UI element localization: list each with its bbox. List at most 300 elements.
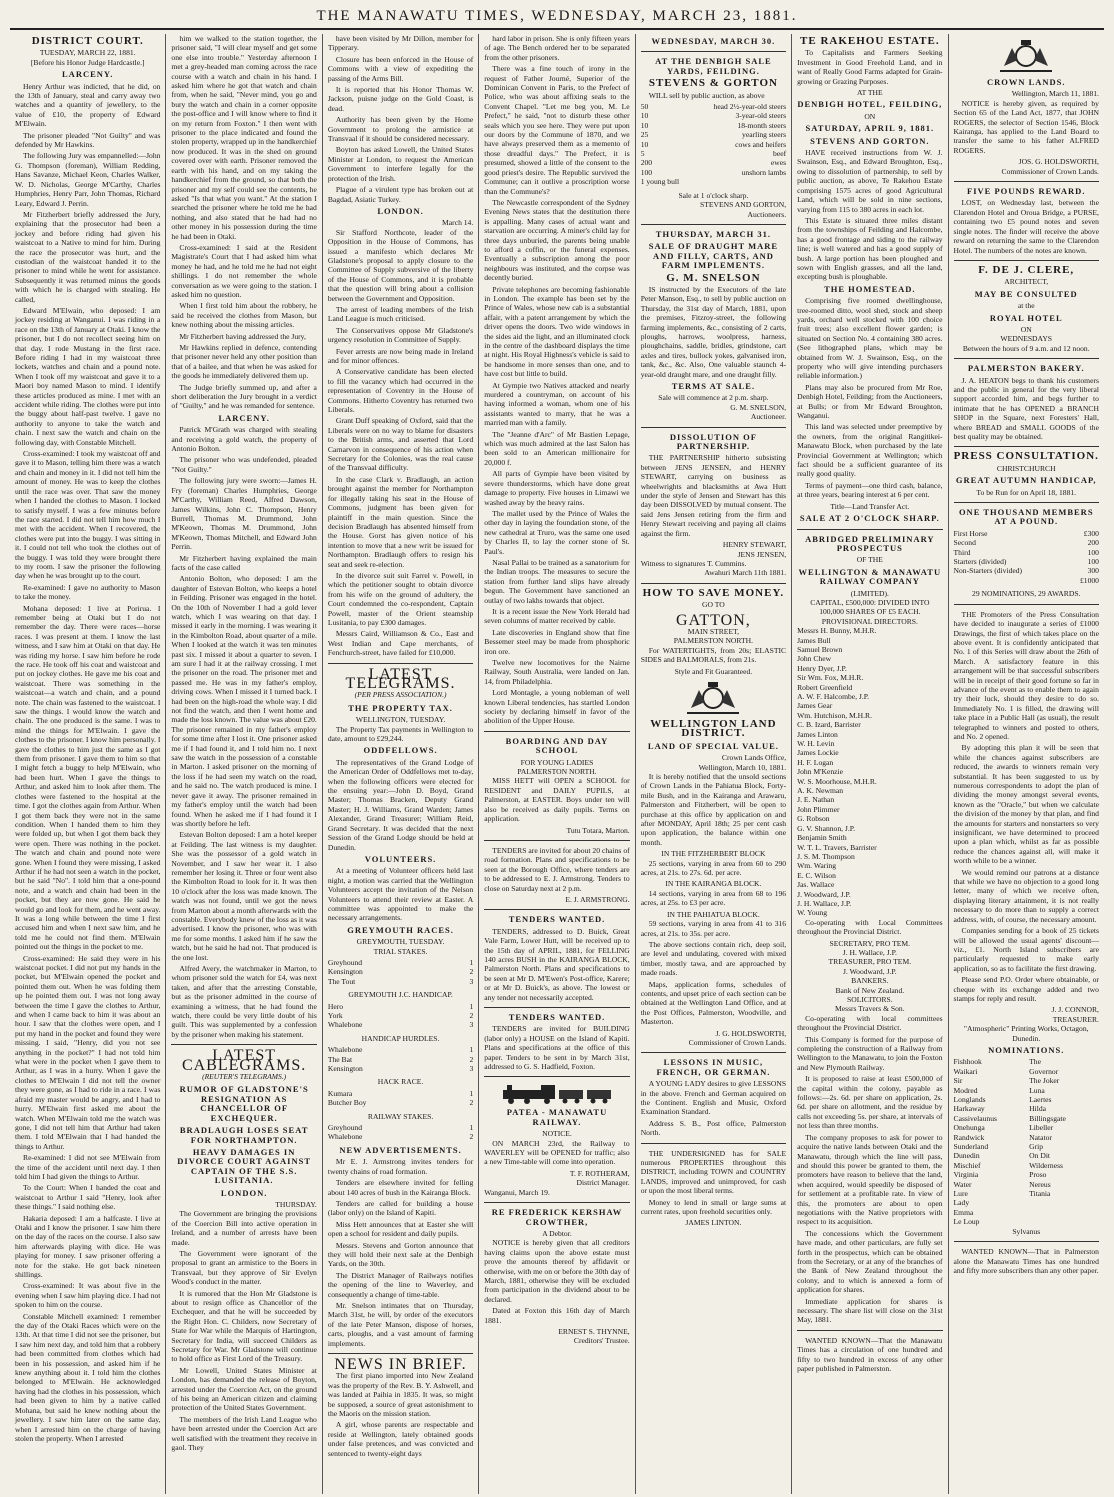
race-row: Whalebone 1 xyxy=(327,1045,474,1055)
sale-time: Sale will commence at 2 p.m. sharp. xyxy=(658,393,769,403)
lessons-heading: LESSONS IN MUSIC, FRENCH, OR GERMAN. xyxy=(656,1057,771,1077)
paragraph: Estevan Bolton deposed: I am a hotel keeper at Feilding. The last witness is my daughter. She was the possessor of a gold watch in November, and I saw her wear it. I also remember her losing it. Three or four went also the Kimbolton Road to look for it. It was then 10 o'clock after the loss was made known. The watch was not found, until we got the news from Marton about a month afterwards with the constable. Everybody knew of the loss as it was advertised. I know the prisoner, who was with me for some months. I asked him if he saw the watch, but he said he had not. That produced is the one lost. xyxy=(171,830,317,962)
race-name: TRIAL STAKES. xyxy=(373,946,428,956)
company-name: WELLINGTON & MANAWATU RAILWAY COMPANY xyxy=(798,566,942,587)
race-results xyxy=(328,1045,473,1073)
paragraph: Mr Fitzherbert having explained the main facts of the case called xyxy=(171,553,317,572)
directors-list xyxy=(797,626,942,918)
paragraph: Co-operating with local committees throughout the Provincial District. xyxy=(797,1013,943,1033)
hours: Between the hours of 9 a.m. and 12 noon. xyxy=(962,343,1090,353)
list-item: J. E. Nathan xyxy=(797,795,835,805)
paragraph: TENDERS, addressed to D. Buick, Great Vale Farm, Lower Hutt, will be received up to the 15th day of APRIL, 1881, for FELLING 140 acres BUSH in the KAIRANGA BLOCK, Palmerston North. Plans and specifications to be seen at Mr D. M'Ewen's Post-office, Karere; or at Mr D. Buick's, as above. The lowest or any tender not necessarily accepted. xyxy=(484,926,630,1002)
column-1 xyxy=(10,34,166,1494)
paragraph: Sir Stafford Northcote, leader of the Opposition in the House of Commons, has issued a manifesto which declares Mr Gladstone's proposal to apply closure to the Committee of Supply subversive of the liberty of the House of Commons, and it is probable that the question will bring about a collision between the Government and Opposition. xyxy=(327,227,474,303)
place: PALMERSTON NORTH. xyxy=(673,636,754,646)
address: "Atmospheric" Printing Works, Octagon, Dunedin. xyxy=(963,1024,1089,1043)
list-item: G. Robson xyxy=(797,814,830,824)
solicitors-name: Messrs Travers & Son. xyxy=(835,1004,905,1014)
list-item: Titania xyxy=(1029,1189,1051,1199)
list-item: Libeller xyxy=(1029,1123,1054,1133)
divider xyxy=(641,51,786,52)
divider xyxy=(484,731,629,732)
dateline: Awahuri March 11th 1881. xyxy=(704,568,787,578)
property-tax-heading: THE PROPERTY TAX. xyxy=(348,702,453,713)
list-item: Mischief xyxy=(953,1160,981,1170)
list-item: Hilda xyxy=(1029,1104,1047,1114)
tenders-wanted-heading: TENDERS WANTED. xyxy=(508,914,606,925)
paragraph: It is a recent issue the New York Herald had seven columns of matter received by cable. xyxy=(484,606,630,626)
at-label: AT THE xyxy=(856,88,883,98)
paragraph: The following jury were sworn:—James H. Fry (foreman) Charles Humphries, George M'Carthy, William Reed, Alfred Dawson, James Wilkins, John C. Thompson, Henry Burrell, Thomas M. Drummond, John M'Keown, Thomas M. Drummond, John M'Keown, Thomas Mitchell, and Edward John Perrin. xyxy=(171,476,317,552)
boarding-school-heading: BOARDING AND DAY SCHOOL xyxy=(505,735,609,756)
list-item: Randwick xyxy=(953,1132,985,1142)
race-row: Butcher Boy 2 xyxy=(327,1098,474,1108)
paragraph: This Company is formed for the purpose of completing the construction of a Railway from Wellington to the Manawatu, to join the Foxton and New Plymouth Railway. xyxy=(797,1034,943,1072)
paragraph: When I first told him about the robbery, he said he received the clothes from Mason, but knew nothing about the missing articles. xyxy=(171,301,317,330)
list-item: Fishhook xyxy=(953,1057,982,1067)
list-item: James Bull xyxy=(797,635,831,645)
list-item: Virginia Water xyxy=(953,1170,979,1189)
column-3 xyxy=(323,34,479,1494)
signature: STEVENS AND GORTON, xyxy=(700,200,787,210)
architect-label: ARCHITECT, xyxy=(1004,277,1049,287)
paragraph: IS instructed by the Executors of the late Peter Manson, Esq., to sell by public auction on Thursday, the 31st day of March, 1881, upon the premises, Fitzroy-street, the following farming implements, &c., consisting of 2 carts, ploughs, harrows, woolpress, harness, ploughchains, saddle, bridles, grindstone, cart axles and tires, bullock yokes, galvanised iron, tank, &c., &c. Also, One valuable staunch 4-year-old draught mare, and one draught filly. xyxy=(640,284,787,379)
list-item: Lady Emma xyxy=(953,1198,974,1217)
list-item: Luna xyxy=(1029,1085,1045,1095)
re-crowther-heading: RE FREDERICK KERSHAW CROWTHER, xyxy=(491,1207,623,1227)
paragraph: Late discoveries in England show that fine Bessemer steel may be made from phosphoric iron ore. xyxy=(484,627,630,656)
dateline: GREYMOUTH, TUESDAY. xyxy=(356,937,445,947)
paragraph: Authority has been given by the Home Government to prolong the armistice at Transvaal if it should be considered necessary. xyxy=(327,115,474,144)
list-item: Wm. Hutchison, M.H.R. xyxy=(797,710,872,720)
list-item: John Plimmer xyxy=(797,804,840,814)
paragraph: Dated at Foxton this 16th day of March 1881. xyxy=(484,1306,630,1325)
signature: G. M. SNELSON, xyxy=(730,402,787,412)
paragraph: The arrest of leading members of the Irish Land League is much criticised. xyxy=(327,304,474,324)
cable-headline: RUMOR OF GLADSTONE'S RESIGNATION AS CHANCELLOR OF EXCHEQUER. xyxy=(179,1084,309,1123)
paragraph: At a meeting of Volunteer officers held last night, a motion was carried that the Wellington Volunteers accept the invitation of the Nelson Volunteers to attend their review at Easter. A committee was appointed to make the necessary arrangements. xyxy=(327,866,474,923)
paragraph: Edward M'Elwain, who deposed: I am jockey residing at Wanganui. I was riding in a race on the 13th of January at Otaki. I know the prisoner, but I do not recollect seeing him on that day. I rode Mustang in the first race. Before riding I had in my waistcoat three lockets, watches and chain and a pound note. When I took off my waistcoat and gave it to a Maori boy named Mason to mind. I identify these articles produced as mine. I met with an accident while riding. The clothes were put into the buggy about half-past twelve. I gave no authority to anyone to take the watch and chain. I next saw the watch and chain on the following day, with Constable Mitchell. xyxy=(15,305,161,447)
paragraph: hard labor in prison. She is only fifteen years of age. The Bench ordered her to be separated from the other prisoners. xyxy=(484,34,630,62)
day-label: WEDNESDAYS xyxy=(1000,334,1053,344)
list-item: Sir Wm. Fox, M.H.R. xyxy=(797,673,864,683)
paragraph: Antonio Bolton, who deposed: I am the daughter of Estevan Bolton, who keeps a hotel in Feilding. Prisoner was engaged in the hotel. On the 10th of November I had a gold lever watch, which I was wearing on that day. I missed it early in the morning. I was wearing it in the Kimbolton Road, about quarter of a mile. When I looked at the watch it was ten minutes past six. I missed it about a quarter to seven. I am sure I had it at the railway crossing. I met the prisoner on the road. The prisoner met and passed me. He was in my father's employ, driving cows. When I missed it I turned back. I had been on the high-road the whole way. I did not find the watch, and then I went home and made the loss known. The value was about £20. The prisoner remained in my father's employ for some time after I lost it. One prisoner asked me if I had found it, and I told him no. I next saw the watch in the possession of a constable in Marton. I asked prisoner on the morning of the loss if he had seen my watch on the road, and he said no. The watch produced is mine. I never gave it away. The prisoner remained in my father's employ until the watch had been found. When he asked me if I had found it I was shortly before he left. xyxy=(171,574,317,828)
paragraph: 25 sections, varying in area from 60 to 290 acres, at 21s. to 27s. 6d. per acre. xyxy=(640,858,787,878)
sale-title: AT THE DENBIGH SALE YARDS, FEILDING. xyxy=(655,56,772,76)
divider xyxy=(641,1143,786,1144)
paragraph: LOST, on Wednesday last, between the Clarendon Hotel and Oroua Bridge, a PURSE, containing two £5 pound notes and seven single notes. The finder will receive the above reward on returning the same to the Clarendon Hotel. The numbers of the notes are known. xyxy=(953,198,1099,255)
treasurer-heading: TREASURER, PRO TEM. xyxy=(828,957,912,967)
divider xyxy=(954,604,1099,605)
place: CHRISTCHURCH xyxy=(996,463,1056,473)
terms-heading: TERMS AT SALE. xyxy=(671,381,756,391)
list-item: Natator xyxy=(1029,1132,1052,1142)
divider xyxy=(328,663,473,664)
divider xyxy=(484,909,629,910)
paragraph: Re-examined: I gave no authority to Mason to take the money. xyxy=(15,582,161,602)
stock-list xyxy=(641,102,786,187)
divider xyxy=(954,502,1099,503)
list-item: Billingsgate xyxy=(1029,1113,1066,1123)
paragraph: The Government are bringing the provisions of the Coercion Bill into active operation in Ireland, and a number of arrests have been made. xyxy=(171,1209,317,1247)
divider xyxy=(328,1353,473,1354)
dissolution-heading: DISSOLUTION OF PARTNERSHIP. xyxy=(669,431,757,452)
divider xyxy=(484,1076,629,1077)
paragraph: Nasal Pallai to be trained as a sanatorium for the Indian troops. The measures to secure the station from further land slips have already begun. The Government have sanctioned an outlay of two lakhs towards that object. xyxy=(484,557,630,605)
paragraph: For WATERTIGHTS, from 20s; ELASTIC SIDES and BALMORALS, from 21s. xyxy=(640,645,787,665)
masthead: THE MANAWATU TIMES, WEDNESDAY, MARCH 23, 1881. xyxy=(10,8,1104,30)
race-results xyxy=(328,1123,473,1142)
list-item: The Governor xyxy=(1029,1057,1059,1076)
list-item: H. F. Logan xyxy=(797,757,834,767)
race-row: Greyhound 1 xyxy=(327,957,474,967)
paragraph: The prisoner pleaded "Not Guilty" and was defended by Mr Hawkins. xyxy=(15,130,161,150)
paragraph: TENDERS are invited for about 20 chains of road formation. Plans and specifications to be seen at the Borough Office, where tenders are to be addressed to E. J. Armstrong. Tenders to close on Saturday next at 2 p.m. xyxy=(484,845,630,893)
prize-total: £1000 xyxy=(1079,575,1099,585)
court-date: TUESDAY, MARCH 22, 1881. xyxy=(39,48,136,58)
paragraph: It is rumored that the Hon Mr Gladstone is about to resign office as Chancellor of the Exchequer, and that he will be succeeded by the Right Hon. C. Childers, now Secretary of State for War while the Marquis of Hartington, Secretary for India, will succeed Childers as Secretary for War. Mr Gladstone will continue to hold office as First Lord of the Treasury. xyxy=(171,1288,317,1364)
te-rakehou-heading: TE RAKEHOU ESTATE. xyxy=(800,35,940,47)
paragraph: Twelve new locomotives for the Nairne Railway, South Australia, were landed on Jan. 14, from Philadelphia. xyxy=(484,658,630,686)
paragraph: WILL sell by public auction, as above xyxy=(648,90,765,100)
divider xyxy=(954,260,1099,261)
paragraph: THE UNDERSIGNED has for SALE numerous PROPERTIES throughout this DISTRICT, including TOWN and COUNTRY LANDS, improved and unimproved, for cash or upon the most liberal terms. xyxy=(640,1148,787,1196)
race-row: Hero 1 xyxy=(327,1001,474,1011)
dateline: Wellington, March 10, 1881. xyxy=(698,762,787,772)
hotel-name: DENBIGH HOTEL, FEILDING, xyxy=(797,99,943,110)
paragraph: The concessions which the Government have made, and other particulars, are fully set forth in the prospectus, which can be obtained from the Secretary, or at any of the branches of the Bank of New Zealand throughout the colony, and to which is annexed a form of application for shares. xyxy=(797,1228,943,1295)
paragraph: Mr Hawkins replied in defence, contending that prisoner never held any other position than that of a bailee, and that when he was asked for the goods he immediately delivered them up. xyxy=(171,343,317,381)
paragraph: 14 sections, varying in area from 68 to 196 acres, at 25s. to £3 per acre. xyxy=(640,888,787,908)
paragraph: The Newcastle correspondent of the Sydney Evening News states that the destitution there is appalling. Many cases of actual want and starvation are occurring. A miner's child lay for three days unburied, the parents being unable to afford a coffin, or the funeral expenses. Eventually a subscription among the poor neighbours was instituted, and the corpse was decently buried. xyxy=(484,197,630,283)
paragraph: Mr Fitzherbert having addressed the Jury, xyxy=(179,331,306,341)
paragraph: Cross-examined: He said they were in his waistcoat pocket. I did not put my hands in the pocket, but M'Elwain opened the pocket and pointed them out. When he was folding them up he pointed them out. I was not long away between the time I gave the clothes to Arthur, and when I came back to him it was about an hour. I saw that the clothes were open, and I put my hand in the pocket and found they were missing. I said, "Henry, did you not see anything in the pocket?" I had not told him what were in the pocket when I gave them to Arthur, as I was in a hurry. When I gave the clothes to M'Elwain I did not tell the owner they were gone, as I had to ride in a race. I was afraid my master would be angry, and I had to hurry. M'Elwain first asked me about the watch. When M'Elwain told me the watch was gone, I did not tell him that Arthur had taken them. I told M'Elwain that I had handed the things to Arthur. xyxy=(15,953,161,1151)
secretary-name: J. H. Wallace, J.P. xyxy=(842,947,897,957)
race-row: Greyhound 1 xyxy=(327,1123,474,1133)
block-heading: IN THE PAHIATUA BLOCK. xyxy=(666,909,760,919)
paragraph: TENDERS are invited for BUILDING (labor only) a HOUSE on the Island of Kapiti. Plans and specifications at the office of this paper. Tenders to be sent in by March 31st, addressed to G. S. Hadfield, Foxton. xyxy=(484,1024,630,1072)
volunteers-heading: VOLUNTEERS. xyxy=(364,853,437,864)
prize-row: Starters (divided) 100 xyxy=(953,557,1099,567)
treasurer-name: J. Woodward, J.P. xyxy=(842,966,897,976)
list-item: Waikari xyxy=(953,1066,978,1076)
dateline: WELLINGTON, TUESDAY. xyxy=(355,715,446,725)
nomination-last: Sylvanus xyxy=(1012,1226,1041,1236)
list-item: 200 ewes xyxy=(640,158,787,168)
race-name: HANDICAP HURDLES. xyxy=(361,1033,440,1043)
list-item: E. C. Wilson xyxy=(797,870,836,880)
list-item: Tenders are called for building a house (labor only) on the Island of Kapiti. xyxy=(327,1198,474,1218)
race-name: RAILWAY STAKES. xyxy=(367,1111,434,1121)
new-advertisements-heading: NEW ADVERTISEMENTS. xyxy=(339,1144,462,1155)
notice-label: NOTICE. xyxy=(542,1129,572,1139)
paragraph: It is proposed to raise at least £500,000 of the capital within the colony, payable as follows:—2s. 6d. per share on application, 2s. 6d. per share on allotment, and the residue by calls not exceeding 5s. per share, at intervals of not less than three months. xyxy=(797,1074,943,1131)
block-heading: IN THE FITZHERBERT BLOCK xyxy=(661,849,766,859)
paragraph: We would remind our patrons at a distance that while we have no objection to a good long letter, many of which we receive often, displaying literary attainment, it is not really necessary to do more than to supply a correct address, with, of course, the necessary amount. xyxy=(953,867,1099,924)
nominations-right xyxy=(1029,1057,1099,1226)
run-date: To be Run for on April 18, 1881. xyxy=(976,487,1077,497)
press-association-subtitle: (PER PRESS ASSOCIATION.) xyxy=(354,690,447,700)
divider xyxy=(641,1052,786,1053)
block-heading: IN THE KAIRANGA BLOCK. xyxy=(665,879,762,889)
divider xyxy=(797,529,942,530)
court-judge: [Before his Honor Judge Hardcastle.] xyxy=(30,57,145,67)
latest-cablegrams-title: LATEST CABLEGRAMS. xyxy=(181,1047,307,1074)
london-heading: LONDON. xyxy=(220,1187,268,1198)
royal-crest-icon xyxy=(996,38,1056,74)
list-item: Messrs H. Bunny, M.H.R. xyxy=(797,626,877,636)
paragraph: The "Jeanne d'Arc" of Mr Bastien Lepage, which was much admired at the last Salon has been sold to an American millionaire for 20,000 f. xyxy=(484,429,630,467)
save-money-heading: HOW TO SAVE MONEY. xyxy=(642,586,785,599)
paragraph: A girl, whose parents are respectable and reside at Wellington, lately obtained goods under false pretences, and was convicted and sentenced to twenty-eight days xyxy=(327,1420,474,1458)
signature: JENS JENSEN, xyxy=(737,549,787,559)
paragraph: It is hereby notified that the unsold sections of Crown Lands in the Pahiatua Block, Forty-mile Bush, and in the Kairanga and Arawaru, Palmerston and Fitzherbert, will be open to purchase at this office by application on and after MONDAY, April 18th; 25 per cent cash upon application, the balance within one month. xyxy=(640,772,787,847)
paragraph: Maps, application forms, schedules of contents, and upset price of each section can be obtained at the Wellington Land Office, and at the Post Offices, Palmerston, Woodville, and Masterton. xyxy=(640,979,787,1027)
paragraph: Immediate application for shares is necessary. The share list will close on the 31st May, 1881. xyxy=(797,1296,943,1325)
prospectus-heading: ABRIDGED PRELIMINARY PROSPECTUS xyxy=(805,533,935,553)
nominations-left xyxy=(954,1057,1024,1226)
paragraph: NOTICE is hereby given, as required by Section 65 of the Land Act, 1877, that JOHN ROGERS, the selector of Section 1546, Block Kairanga, has applied to the Land Board to transfer the same to his father ALFRED ROGERS. xyxy=(953,98,1099,155)
column-4 xyxy=(479,34,635,1494)
paragraph: Alfred Avery, the watchmaker in Marton, to whom prisoner sold the watch for £4, was next taken, and after that the arresting Constable, but as the prisoner admitted in the course of examining a witness, that he had found the watch, there could be very little doubt of his guilt. This was supplemented by a confession by the prisoner when making his statement. xyxy=(171,964,317,1039)
paragraph: Patrick M'Grath was charged with stealing and receiving a gold watch, the property of Antonio Bolton. xyxy=(171,425,317,454)
race-name: HACK RACE. xyxy=(377,1077,424,1087)
divider xyxy=(484,1007,629,1008)
list-item: J. S. M. Thompson xyxy=(797,851,855,861)
list-item: John M'Kenzie xyxy=(797,767,843,777)
race-row: York 2 xyxy=(327,1011,474,1020)
paragraph: The members of the Irish Land League who have been arrested under the Coercion Act are well satisfied with the treatment they receive in gaol. They xyxy=(171,1414,317,1453)
list-item: Sir Modred xyxy=(953,1076,978,1095)
gatton-name: GATTON, xyxy=(676,611,751,629)
auctioneer-name: STEVENS AND GORTON. xyxy=(810,135,930,146)
race-row: The Tout 3 xyxy=(327,976,474,986)
columns xyxy=(10,34,1104,1494)
list-item: Nereus xyxy=(1029,1179,1051,1189)
paragraph: This Estate is situated three miles distant from the townships of Feilding and Halcombe, has a good frontage and siding to the railway line; is well watered and has a good supply of bush. A large portion has been ploughed and sown with English grasses, and all the land, excepting bush is ploughable. xyxy=(797,215,943,282)
paragraph: To Capitalists and Farmers Seeking Investment in Good Freehold Land, and in want of Really Good Farms adapted for Grain-growing or Grazing Purposes. xyxy=(797,48,943,86)
list-item: A. K. Newman xyxy=(797,786,844,796)
auctioneer-name: STEVENS & GORTON xyxy=(648,77,778,90)
members-heading: ONE THOUSAND MEMBERS AT A POUND. xyxy=(958,507,1094,527)
consult-label: MAY BE CONSULTED xyxy=(974,288,1078,299)
paragraph: have been visited by Mr Dillon, member for Tipperary. xyxy=(327,34,474,53)
paragraph: The mallet used by the Prince of Wales the other day in laying the foundation stone, of the new cathedral at Truro, was the same one used by Charles II, to lay the corner stone of St. Paul's. xyxy=(484,508,630,556)
office: Crown Lands Office, xyxy=(721,753,787,763)
race-row: Kensington 2 xyxy=(327,967,474,977)
race-results xyxy=(328,1089,473,1108)
signature: E. J. ARMSTRONG. xyxy=(565,894,630,904)
dateline: Wanganui, March 19. xyxy=(484,1187,550,1197)
larceny-heading: LARCENY. xyxy=(62,69,114,80)
list-item: 10 3-year-old steers xyxy=(640,111,787,121)
list-item: Harkaway xyxy=(953,1104,985,1114)
paragraph: To the Court: When I handed the coat and waistcoat to Arthur I said "Henry, look after these things." I said nothing else. xyxy=(15,1183,161,1212)
signature: Commissioner of Crown Lands. xyxy=(1001,166,1099,176)
paragraph: The Conservatives oppose Mr Gladstone's urgency resolution in Committee of Supply. xyxy=(327,325,474,345)
signature: Commissioner of Crown Lands. xyxy=(688,1037,787,1047)
list-item: Cassivelaunus xyxy=(953,1113,997,1123)
bankers-heading: BANKERS. xyxy=(851,976,889,986)
paragraph: WANTED KNOWN—That in Palmerston alone the Manawatu Times has one hundred and fifty more subscribers than any other paper. xyxy=(953,1247,1099,1275)
press-consultation-heading: PRESS CONSULTATION. xyxy=(953,450,1099,463)
signature: JAMES LINTON. xyxy=(685,1218,742,1228)
prize-row: Third 100 xyxy=(953,547,1099,557)
divider xyxy=(797,1330,942,1331)
list-item: W. Young xyxy=(797,908,828,918)
paragraph: The following Jury was empannelled:—John G. Thompson (foreman), William Redding, Hans Savanze, Michael Keon, Charles Walker, W. D. Nicholas, George M'Carthy, Charles Humphries, Henry Parr, John Thomas, Richard Leary, Edward J. Perrin. xyxy=(15,151,161,208)
divider xyxy=(641,427,786,428)
paragraph: Mr Lowell, United States Minister at London, has demanded the release of Boyton, arrested under the Coercion Act, on the ground of his being an American citizen and claiming protection of the United States Government. xyxy=(171,1365,317,1413)
cable-headline: BRADLAUGH LOSES SEAT FOR NORTHAMPTON. xyxy=(179,1125,309,1145)
list-item: Mr. Snelson intimates that on Thursday, March 31st, he will, by order of the executors of the late Peter Manson, dispose of horses, carts, ploughs, and a vast amount of farming implements. xyxy=(327,1300,474,1348)
paragraph: All parts of Gympie have been visited by severe thunderstorms, which have done great damage to property. Five houses in Limawi we washed away by the heavy rains. xyxy=(484,469,630,507)
paragraph: At Gympie two Natives attacked and nearly murdered a countryman, on account of his having informed a woman, whom one of his assistants wanted to marry, that he was a married man with a family. xyxy=(484,380,630,428)
auctioneer-name: G. M. SNELSON xyxy=(666,271,761,284)
paragraph: Messrs Caird, Williamson & Co., East and West Indian and Cape merchants, of Fenchurch-street, have failed for £10,000. xyxy=(327,629,474,658)
paragraph: It is reported that his Honor Thomas W. Jackson, puisne judge on the Gold Coast, is dead. xyxy=(327,85,474,113)
signature: Creditors' Trustee. xyxy=(573,1336,630,1346)
list-item: Mr E. J. Armstrong invites tenders for twenty chains of road formation. xyxy=(327,1157,474,1176)
signature: J. J. CONNOR, xyxy=(1051,1005,1099,1015)
paragraph: THE PARTNERSHIP hitherto subsisting between JENS JENSEN, and HENRY STEWART, carrying on business as wheelwrights and blacksmiths at Awa Hutt under the style of Jensen and Stewart has this day been DISSOLVED by mutual consent. The said Jens Jensen retiring from the firm and Henry Stewart receiving and paying all claims against the firm. xyxy=(640,453,787,538)
paragraph: J. A. HEATON begs to thank his customers and the public in general for the very liberal support accorded him, and begs further to intimate that he has OPENED a BRANCH SHOP in the Square, next Foresters' Hall, where BREAD and SMALL GOODS of the best quality may be obtained. xyxy=(953,375,1099,441)
prize-list xyxy=(954,529,1099,585)
list-item: Jas. Wallace xyxy=(797,880,835,890)
column-6 xyxy=(792,34,948,1494)
paragraph: WANTED KNOWN—That the Manawatu Times has a circulation of one hundred and fifty to two hundred in excess of any other paper published in Palmerston. xyxy=(797,1335,943,1374)
list-item: 50 head 2½-year-old steers xyxy=(640,102,787,112)
paragraph: him we walked to the station together, the prisoner said, "I will clear myself and get some one else into trouble." Yesterday afternoon I met a grey-headed man coming across the race course with a watch and chain in his hand. I asked him where he got that watch and chain from, when he said, "Never mind, you go and bury the watch and chain in a corner opposite the post-office and I will know where to find it on my return from Foxton." I then went with prisoner to the place indicated and found the stolen property, wrapped up in the handkerchief now produced. It was in the shed on ground covered over with earth. Prisoner removed the earth with his hand, and on my taking the handkerchief from the ground, so that both the prisoner and my self could see the contents, he asked "Is that what you want." At the station I searched the prisoner where he told me he had nothing, and also stated that he had had no other money in his possession during the time he had been in Otaki. xyxy=(171,34,317,241)
list-item: Wilderness xyxy=(1029,1160,1064,1170)
list-item: W. H. Levin xyxy=(797,739,835,749)
paragraph: HAVE received instructions from W. J. Swainson, Esq., and Edward Broughton, Esq., owing to dissolution of partnership, to sell by public auction, as above, Te Rakehou Estate comprising 1575 acres of good Agricultural Land, which will be sold in nine sections, varying from 115 to 380 acres in each lot. xyxy=(797,148,943,214)
paragraph: A Conservative candidate has been elected to fill the vacancy which had occurred in the representation of Coventry in the House of Commons. Hitherto Coventry has returned two Liberals. xyxy=(327,367,474,415)
paragraph: Please send P.O. Order where obtainable, or cheque with its exchange added and two stamps for reply and result. xyxy=(953,975,1099,1003)
place: PALMERSTON NORTH. xyxy=(517,767,597,777)
paragraph: Lord Montagle, a young nobleman of well known Liberal tendencies, has startled London society by declaring himself in favor of the abolition of the Upper House. xyxy=(484,688,630,726)
hotel-name: ROYAL HOTEL xyxy=(989,312,1063,323)
paragraph: Plague of a virulent type has broken out at Bagdad, Asiatic Turkey. xyxy=(327,185,474,204)
of-label: OF THE xyxy=(856,555,883,565)
railway-heading: PATEA - MANAWATU RAILWAY. xyxy=(506,1107,608,1127)
tenders-wanted-heading: TENDERS WANTED. xyxy=(508,1012,606,1022)
paragraph: This land was selected under preemptive by the owners, from the original Rangitikei-Manawatu Block, when purchased by the late Provincial Government at Wellington; which fact should be a sufficient guarantee of its really good quality. xyxy=(797,422,943,479)
prize-row: Non-Starters (divided) 300 xyxy=(953,566,1099,576)
list-item: 10 18-month steers xyxy=(640,120,787,130)
street: MAIN STREET, xyxy=(687,626,740,636)
race-row: Kumara 1 xyxy=(327,1088,474,1098)
homestead-heading: THE HOMESTEAD. xyxy=(824,283,916,294)
paragraph: Comprising five roomed dwellinghouse, tree-roomed ditto, wool shed, stock and sheep yards, orchard well stocked with 100 choice fruit trees; also excellent flower garden; is situated on Section No. 4 containing 380 acres. (See lithographed plans, which may be obtained from W. J. Swainson, Esq., on the property who will give intending purchasers reliable information.) xyxy=(797,296,943,381)
greymouth-races-heading: GREYMOUTH RACES. xyxy=(347,924,454,935)
paragraph: Constable Mitchell examined: I remember the day of the Otaki Races which were on the 13th. At that time I did not see the prisoner, but I saw him next day, and told him that a robbery had been committed from clothes which had been in his possession, and asked him if he knew anything about it. I told him the clothes belonged to M'Elwain. He acknowledged having had the clothes in his possession, which had been given to him by a native called Mohana, but said he knew nothing about the jewellery. I saw him later on the same day, when I arrested him on the charge of having stolen the property. When I arrested xyxy=(15,1311,161,1443)
paragraph: There was a fine touch of irony in the request of Father Journé, Superior of the Dominican Convent in Paris, to the Prefect of Police, who was about affixing seals to the Convent Chapel. "Let me beg you, M. Le Prefect," he said, "not to disturb these other seals which you see here. They were put upon our doors by the Commune of 1870, and we have always preserved them as a memento of those dreadful days." The Prefect, it is presumed, showed a little of the consent to the good priest's desire. The Republic survived the Commune; can it outlive a proscription worse than the Commune's? xyxy=(484,64,630,196)
paragraph: Plans may also be procured from Mr Roe, Denbigh Hotel, Feilding; from the Auctioneers, at Bulls; or from Mr Edward Broughton, Wanganui. xyxy=(797,382,943,421)
divider xyxy=(954,1241,1099,1242)
paragraph: ON MARCH 23rd, the Railway to WAVERLEY will be OPENED for traffic; also a new Time-table will come into operation. xyxy=(484,1138,630,1167)
race-row: The Bat 2 xyxy=(327,1054,474,1064)
list-item: G. V. Shannon, J.P. xyxy=(797,823,856,833)
dateline: Wellington, March 11, 1881. xyxy=(1011,89,1099,99)
subheading: FOR YOUNG LADIES xyxy=(520,757,594,767)
subheading: A Debtor. xyxy=(542,1228,572,1238)
oddfellows-heading: ODDFELLOWS. xyxy=(363,745,438,756)
secretary-heading: SECRETARY, PRO TEM. xyxy=(829,938,911,948)
list-item: 1 young bull xyxy=(640,177,680,187)
paragraph: Fever arrests are now being made in Ireland and for minor offences. xyxy=(327,346,474,365)
limited-label: (LIMITED). xyxy=(850,588,889,598)
prize-row: Second 200 xyxy=(953,538,1099,548)
sale-title: SALE OF DRAUGHT MARE AND FILLY, CARTS, AND FARM IMPLEMENTS. xyxy=(648,241,779,271)
directors-heading: PROVISIONAL DIRECTORS. xyxy=(821,616,918,626)
list-item: 10 cows and heifers xyxy=(640,139,787,149)
capital: CAPITAL, £500,000: DIVIDED INTO 100,000 SHARES OF £5 EACH. xyxy=(810,597,930,617)
paragraph: Re-examined: I did not see M'Elwain from the time of the accident until next day. I then told him I had given the things to Arthur. xyxy=(15,1153,161,1181)
paragraph: The company proposes to ask for power to acquire the native lands between Otaki and the Manawatu, through which the line will pass, and should this power be granted to them, the promoters have reason to believe that the land, when acquired, would speedily be disposed of for settlement at a profitable rate. In view of this, the promoters are about to open negotiations with the Native proprietors with respect to its acquisition. xyxy=(797,1132,943,1227)
list-item: 25 yearling steers xyxy=(640,130,787,140)
land-district-heading: WELLINGTON LAND DISTRICT. xyxy=(650,717,777,740)
signature: T. F. ROTHERAM, xyxy=(569,1168,630,1178)
date-label: March 14. xyxy=(442,218,474,228)
list-item: The District Manager of Railways notifies the opening of the line to Waverley, and consequently a change of time-table. xyxy=(327,1270,474,1299)
paragraph: The Property Tax payments in Wellington to date, amount to £29,244. xyxy=(327,724,474,744)
tagline: Style and Fit Guaranteed. xyxy=(674,666,753,676)
list-item: Onehunga xyxy=(953,1123,985,1133)
list-item: Robert Greenfield xyxy=(797,682,853,692)
sale-date: WEDNESDAY, MARCH 30. xyxy=(651,36,776,46)
royal-crest-icon xyxy=(683,680,743,716)
paragraph: The prisoner who was undefended, pleaded "Not Guilty." xyxy=(171,455,317,474)
list-item: Longlands xyxy=(953,1095,986,1104)
list-item: Sunderland xyxy=(953,1142,989,1152)
race-results xyxy=(328,958,473,986)
sale-time: Sale at 1 o'clock sharp. xyxy=(678,190,749,200)
list-item: Dunedin xyxy=(953,1151,980,1161)
paragraph: MISS HETT will OPEN a SCHOOL for RESIDENT and DAILY PUPILS, at Palmerston, at EASTER. Boys under ten will also be received as daily pupils. Terms on application. xyxy=(484,776,630,824)
paragraph: By adopting this plan it will be seen that while the chances against subscribers are reduced, the awards to winners remain very substantial. It has been suggested to us by numerous correspondents to adopt the plan of dividing the money amongst several events, known as the "Oracle," but when we calculate the division of the money by that plan, and find the amounts for starters and nonstarters so very insignificant, we have determined to proceed upon a plan which, whilst as far as possible reduce the chances against all, will make it worth while to be a winner. xyxy=(953,743,1099,866)
subheading: LAND OF SPECIAL VALUE. xyxy=(647,740,779,751)
bankers-name: Bank of New Zealand. xyxy=(835,985,905,995)
locomotive-icon xyxy=(497,1082,617,1104)
signature: ERNEST S. THYNNE, xyxy=(558,1326,630,1336)
paragraph: The above sections contain rich, deep soil, are level and undulating, covered with mixed timber, mostly tawa, and are approached by made roads. xyxy=(640,939,787,978)
paragraph: The Government were ignorant of the proposal to grant an armistice to the Boers in Transvaal, but they approve of Sir Evelyn Wood's conduct in the matter. xyxy=(171,1248,317,1287)
paragraph: Money to lend in small or large sums at current rates, upon freehold securities only. xyxy=(640,1197,787,1217)
list-item: James Gear xyxy=(797,701,833,711)
paragraph: Cross-examined: I took my waistcoat off and gave it to Mason, telling him there was a watch and chain and money in it. I did not tell him the amount of money. He was to keep the clothes until the race was over. That saw the money when I handed the clothes to Mason. I locked to satisfy myself. I was a few minutes before the race started. I did not tell him how much I met with the accident. When I recovered, the clothes were put into the buggy. I was sitting in it. I could not tell who took the clothes out of the buggy. I was told they were brought there to my room. I saw the prisoner the following day when he was brought up to the court. xyxy=(15,449,161,581)
list-item: W. T. L. Travers, Barrister xyxy=(797,842,877,852)
paragraph: The first piano imported into New Zealand was the property of the Rev. B. Y. Ashwell, and was landed at Paihia in 1835. It was, so might be supposed, a source of great astonishment to the Maoris on the mission station. xyxy=(327,1371,474,1419)
list-item: Lure xyxy=(953,1189,968,1199)
london-heading: LONDON. xyxy=(377,205,424,216)
column-5 xyxy=(636,34,792,1494)
list-item: C. B. Izard, Barrister xyxy=(797,720,861,730)
list-item: Miss Hett announces that at Easter she will open a school for resident and daily pupils. xyxy=(327,1219,474,1239)
list-item: Henry Dyer, J.P. xyxy=(797,663,847,673)
architect-name: F. DE J. CLERE, xyxy=(978,263,1075,276)
reuters-subtitle: (REUTER'S TELEGRAMS.) xyxy=(202,1072,287,1082)
signature: Auctioneers. xyxy=(747,209,787,219)
paragraph: Address S. B., Post office, Palmerston North. xyxy=(640,1118,787,1138)
list-item: James Linton xyxy=(797,729,838,739)
paragraph: The representatives of the Grand Lodge of the American Order of Oddfellows met to-day, when the following officers were elected for the ensuing year:—John D. Boyd, Grand Master; Thomas Bracken, Deputy Grand Master; H. J. Williams, Grand Warden; James Alexander, Grand Treasurer; William Reid, Grand Secretary. It was decided that the next Session of the Grand Lodge should be held at Dunedin. xyxy=(327,757,474,852)
title-note: Title—Land Transfer Act. xyxy=(830,501,910,511)
signature: JOS. G. HOLDSWORTH, xyxy=(1018,157,1099,167)
bakery-heading: PALMERSTON BAKERY. xyxy=(967,363,1085,374)
paragraph: In the divorce suit suit Farrel v. Powell, in which the petitioner sought to obtain divorce from his wife on the ground of adultery, the Court condemned the co-respondent, Captain Powell, master of the Orient steamship Lusitania, to pay £300 damages. xyxy=(327,570,474,627)
list-item: A. W. F. Halcombe, J.P. xyxy=(797,692,870,701)
